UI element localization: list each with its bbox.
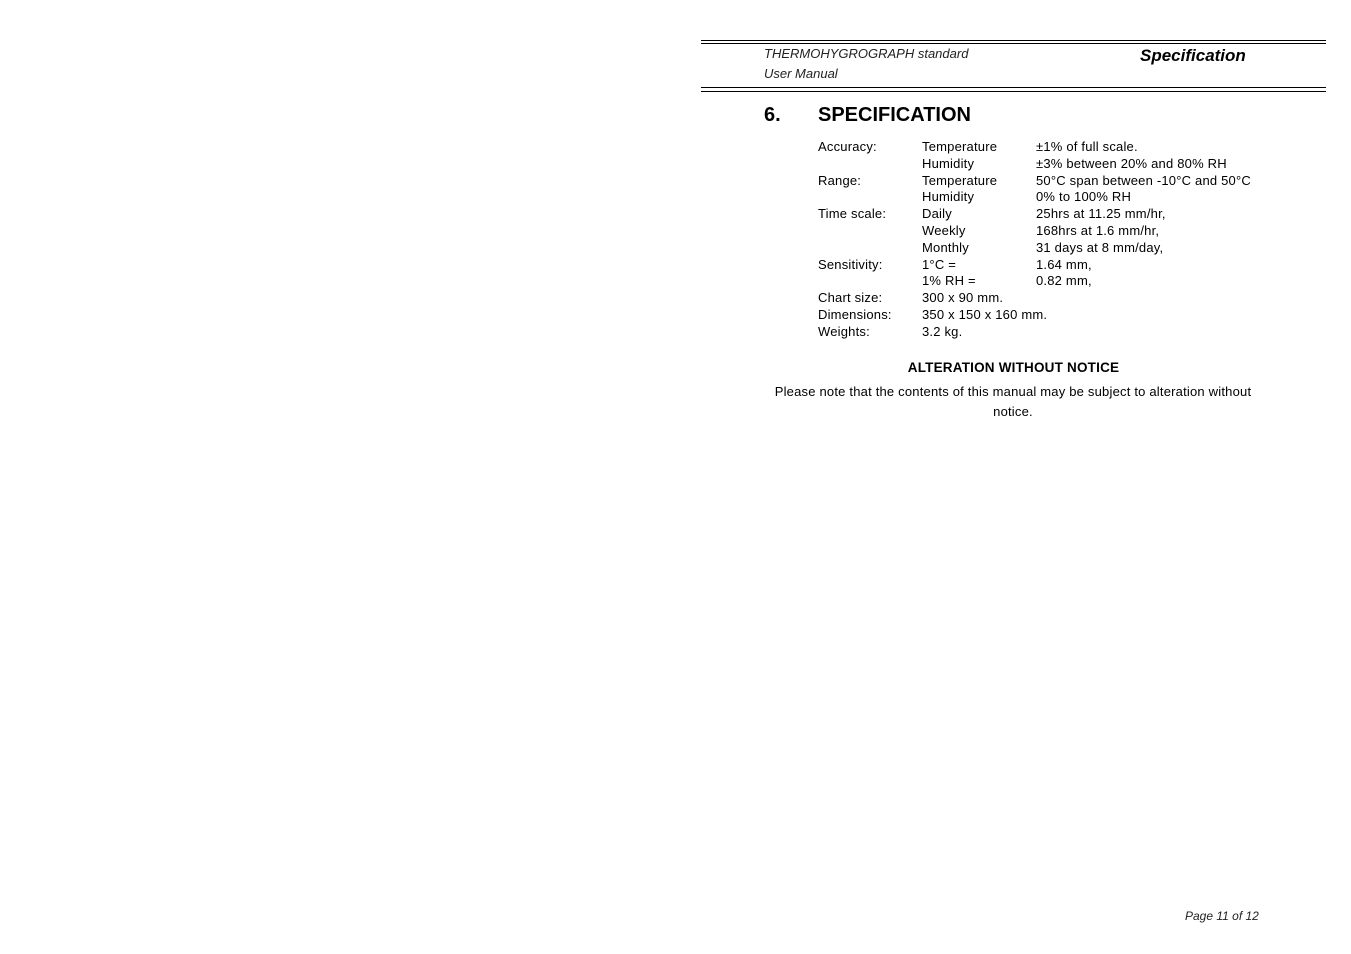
spec-label: Dimensions: — [818, 306, 892, 322]
spec-item: Humidity — [922, 189, 975, 205]
spec-value: 31 days at 8 mm/day, — [1036, 239, 1164, 255]
spec-label: Accuracy: — [818, 139, 877, 154]
spec-value: 50°C span between -10°C and 50°C — [1036, 172, 1251, 188]
spec-label: Chart size: — [818, 290, 883, 306]
section-number: 6. — [764, 104, 781, 126]
spec-label: Time scale: — [818, 206, 887, 222]
spec-value: 0.82 mm, — [1036, 273, 1092, 289]
notice-title: ALTERATION WITHOUT NOTICE — [907, 360, 1120, 375]
spec-value: ±3% between 20% and 80% RH — [1036, 155, 1227, 171]
header-doc-type: User Manual — [764, 66, 838, 81]
notice-body: Please note that the contents of this manual may be subject to alteration without notice. — [774, 384, 1252, 419]
spec-item: Daily — [922, 206, 952, 222]
spec-value: 25hrs at 11.25 mm/hr, — [1036, 206, 1166, 222]
page-number: Page 11 of 12 — [1185, 909, 1259, 923]
spec-value: 1.64 mm, — [1036, 256, 1092, 272]
spec-item: Humidity — [922, 155, 975, 171]
header-product: THERMOHYGROGRAPH standard — [764, 46, 969, 61]
spec-item: Temperature — [922, 139, 998, 154]
spec-item: Temperature — [922, 172, 998, 188]
header-section-name: Specification — [1140, 46, 1246, 65]
header-rule-bottom — [701, 91, 1326, 92]
header-rule-bottom-inner — [701, 87, 1326, 88]
spec-value: 0% to 100% RH — [1036, 189, 1132, 205]
spec-item: Monthly — [922, 239, 969, 255]
spec-label: Weights: — [818, 323, 870, 339]
spec-label: Sensitivity: — [818, 256, 883, 272]
spec-item: 1% RH = — [922, 273, 976, 289]
spec-value: 168hrs at 1.6 mm/hr, — [1036, 222, 1160, 238]
header-rule-top — [701, 40, 1326, 41]
spec-item: Weekly — [922, 222, 966, 238]
spec-item: 350 x 150 x 160 mm. — [922, 306, 1048, 322]
spec-item: 3.2 kg. — [922, 323, 963, 339]
section-title: SPECIFICATION — [818, 104, 971, 126]
header-rule-top-inner — [701, 43, 1326, 44]
spec-item: 1°C = — [922, 256, 957, 272]
spec-item: 300 x 90 mm. — [922, 290, 1004, 306]
spec-label: Range: — [818, 172, 862, 188]
spec-value: ±1% of full scale. — [1036, 139, 1138, 154]
